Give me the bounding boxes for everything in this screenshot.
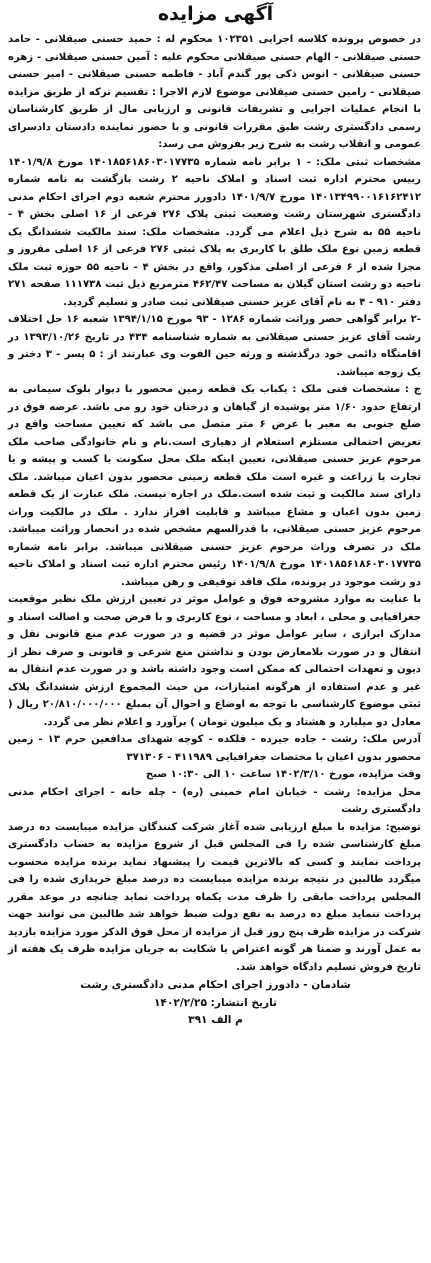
publish-date: تاریخ انتشار: ۱۴۰۲/۲/۲۵ (153, 996, 278, 1009)
notice-title: آگهی مزایده (157, 3, 274, 25)
case-intro-paragraph: در خصوص پرونده کلاسه اجرایی ۱۰۲۳۵۱ محکوم له : حمید حسنی صیقلانی - حامد حسنی صیقلانی - الهام حسنی صیقلانی محکوم علیه : آمین حسنی صیقلانی - زهره حسنی صیقلانی - انوس ذکی پور گندم آباد - فاطمه حسنی صیقلانی - امیر حسنی صیقلانی - رامین حسنی صیقلانی موضوع لازم الاجرا : تقسیم ترکه از طریق مزایده با انجام عملیات اجرایی و تشریفات قانونی و ارزیابی مال از طریق کارشناسان رسمی دادگستری رشت طبق مقررات قانونی و با حضور نماینده دادستان دادسرای عمومی و انقلاب رشت به شرح زیر بفروش می رسد: (8, 34, 421, 150)
auction-time: وقت مزایده، مورخ ۱۴۰۲/۳/۱۰ ساعت ۱۰ الی ۱۰:۳۰ صبح (145, 769, 421, 780)
property-address: آدرس ملک: رشت - جاده جیرده - فلکده - کوچه شهدای مدافعین حرم ۱۳ - زمین محصور بدون اعیان با مختصات جغرافیایی ۴۱۱۹۸۹ - ۳۷۱۳۰۶ (8, 734, 421, 763)
notice-body (0, 31, 431, 976)
reference-number: م الف ۳۹۱ (188, 1014, 243, 1026)
auction-location: محل مزایده: رشت - خیابان امام خمینی (ره) - چله خانه - اجرای احکام مدنی دادگستری رشت (8, 786, 421, 815)
technical-specs-paragraph: ج : مشخصات فنی ملک : یکباب یک قطعه زمین محصور با دیوار بلوک سیمانی به ارتفاع حدود ۱/۶۰ متر پوشیده از گیاهان و درختان خود رو می باشد. عرصه فوق در ضلع جنوبی به معبر با عرض ۶ متر متصل می باشد که تعیین مساحت واقع در تعریض احتمالی مستلزم استعلام از دهیاری است.نام و نام خانوادگی صاحب ملک مرحوم عزیز حسنی صیقلانی، تعیین اینکه ملک محل سکونت یا کسب و پیشه و یا تجارت یا زراعت و غیره است ملک قطعه زمینی محصور بدون اعیان میباشد. ملک دارای سند مالکیت و ثبت شده است.ملک در اجاره نیست. ملک عبارت از یک قطعه زمین بدون اعیان و مشاع میباشد و قابلیت افراز ندارد . ملک در مالکیت وراث مرحوم عزیز حسنی صیقلانی، با قدرالسهم مشخص شده در انحصار وراثت میباشد. ملک در تصرف وراث مرحوم عزیز حسنی صیقلانی میباشد. برابر نامه شماره ۱۴۰۱۸۵۶۱۸۶۰۳۰۱۷۷۳۵ مورخ ۱۴۰۱/۹/۸ رئیس محترم اداره ثبت اسناد و املاک ناحیه دو رشت موجود در پرونده، ملک فاقد توقیفی و رهن میباشد. (8, 384, 421, 588)
signature-line: شادمان - دادورز اجرای احکام مدنی دادگستری رشت (80, 979, 351, 991)
registration-details-paragraph: مشخصات ثبتی ملک: - ۱ برابر نامه شماره ۱۴۰۱۸۵۶۱۸۶۰۳۰۱۷۷۳۵ مورخ ۱۴۰۱/۹/۸ رییس محترم اداره ثبت اسناد و املاک ناحیه ۲ رشت بازگشت به نامه شماره ۱۴۰۱۳۴۹۹۰۰۱۶۱۶۲۴۱۲ مورخ ۱۴۰۱/۹/۷ دادورز محترم شعبه دوم اجرای احکام مدنی دادگستری شهرستان رشت وضعیت ثبتی پلاک ۲۷۶ فرعی از ۱۶ اصلی بخش ۴ - ناحیه ۵۵ به شرح ذیل اعلام می گردد. مشخصات ملک: سند مالکیت ششدانگ یک قطعه زمین نوع ملک طلق با کاربری به پلاک ثبتی ۲۷۶ فرعی از ۱۶ اصلی مفروز و مجزا شده از ۶ فرعی از اصلی مذکور، واقع در بخش ۴ - ناحیه ۵۵ حوزه ثبت ملک ناحیه دو رشت استان گیلان به مساحت ۴۶۲/۴۷ مترمربع ذیل ثبت ۱۱۱۷۳۸ صفحه ۲۷۱ دفتر ۹۱۰ - ۴ به نام آقای عزیز حسنی صیقلانی ثبت صادر و تسلیم گردید. (8, 156, 422, 308)
auction-terms-paragraph: توضیح: مزایده با مبلغ ارزیابی شده آغاز شرکت کنندگان مزایده میبایست ده درصد مبلغ کارشناسی شده را فی المجلس قبل از شروع مزایده به حساب دادگستری پرداخت نمایند و کسی که بالاترین قیمت را پیشنهاد نماید برنده مزایده محسوب میگردد طالبین در نتیجه برنده مزایده میبایست ده درصد مبلغ خریداری شده را فی المجلس پرداخت مابقی را ظرف مدت یکماه پرداخت نماید چنانچه در موعد مقرر پرداخت ننماید مبلغ ده درصد به نفع دولت ضبط خواهد شد طالبین می توانند جهت شرکت در مزایده ظرف پنج روز قبل از مزایده از محل فوق الذکر مورد مزایده بازدید به عمل آورند و ضمنا هر گونه اعتراض یا شکایت به جریان مزایده ظرف یک هفته از تاریخ فروش تسلیم دادگاه خواهد شد. (8, 821, 421, 973)
valuation-paragraph: با عنایت به موارد مشروحه فوق و عوامل موثر در تعیین ارزش ملک نظیر موقعیت جغرافیایی و محلی ، ابعاد و مساحت ، نوع کاربری و با فرض صحت و اصالت اسناد و مدارک ابرازی ، سایر عوامل موثر در قضیه و در صورت عدم منع قانونی نقل و انتقال و در صورت بلامعارض بودن و نداشتن منع شرعی و قانونی و صرف نظر از دیون و تعهدات احتمالی که ممکن است وجود داشته باشد و در صورت عدم انتقال به غیر و عدم استفاده از هرگونه امتیازات، من حیث المجموع ارزش ششدانگ پلاک ثبتی موضوع کارشناسی با توجه به اوضاع و احوال آن بمبلغ ۲۰/۸۱۰/۰۰۰/۰۰۰ ریال ( معادل دو میلیارد و هشتاد و یک میلیون تومان ) برآورد و اعلام نظر می گردد. (8, 594, 421, 728)
notice-footer (0, 977, 431, 1030)
inheritance-paragraph: -۲ برابر گواهی حصر وراثت شماره ۱۲۸۶ - ۹۳ مورخ ۱۳۹۴/۱/۱۵ شعبه ۱۶ حل اختلاف رشت آقای عزیز حسنی صیقلانی به شماره شناسنامه ۴۳۴ در تاریخ ۱۳۹۳/۱۰/۲۶ در اقامتگاه دائمی خود درگذشته و ورثه حین الفوت وی عبارتند از : ۵ پسر - ۳ دختر و یک زوجه میباشد. (8, 314, 421, 378)
